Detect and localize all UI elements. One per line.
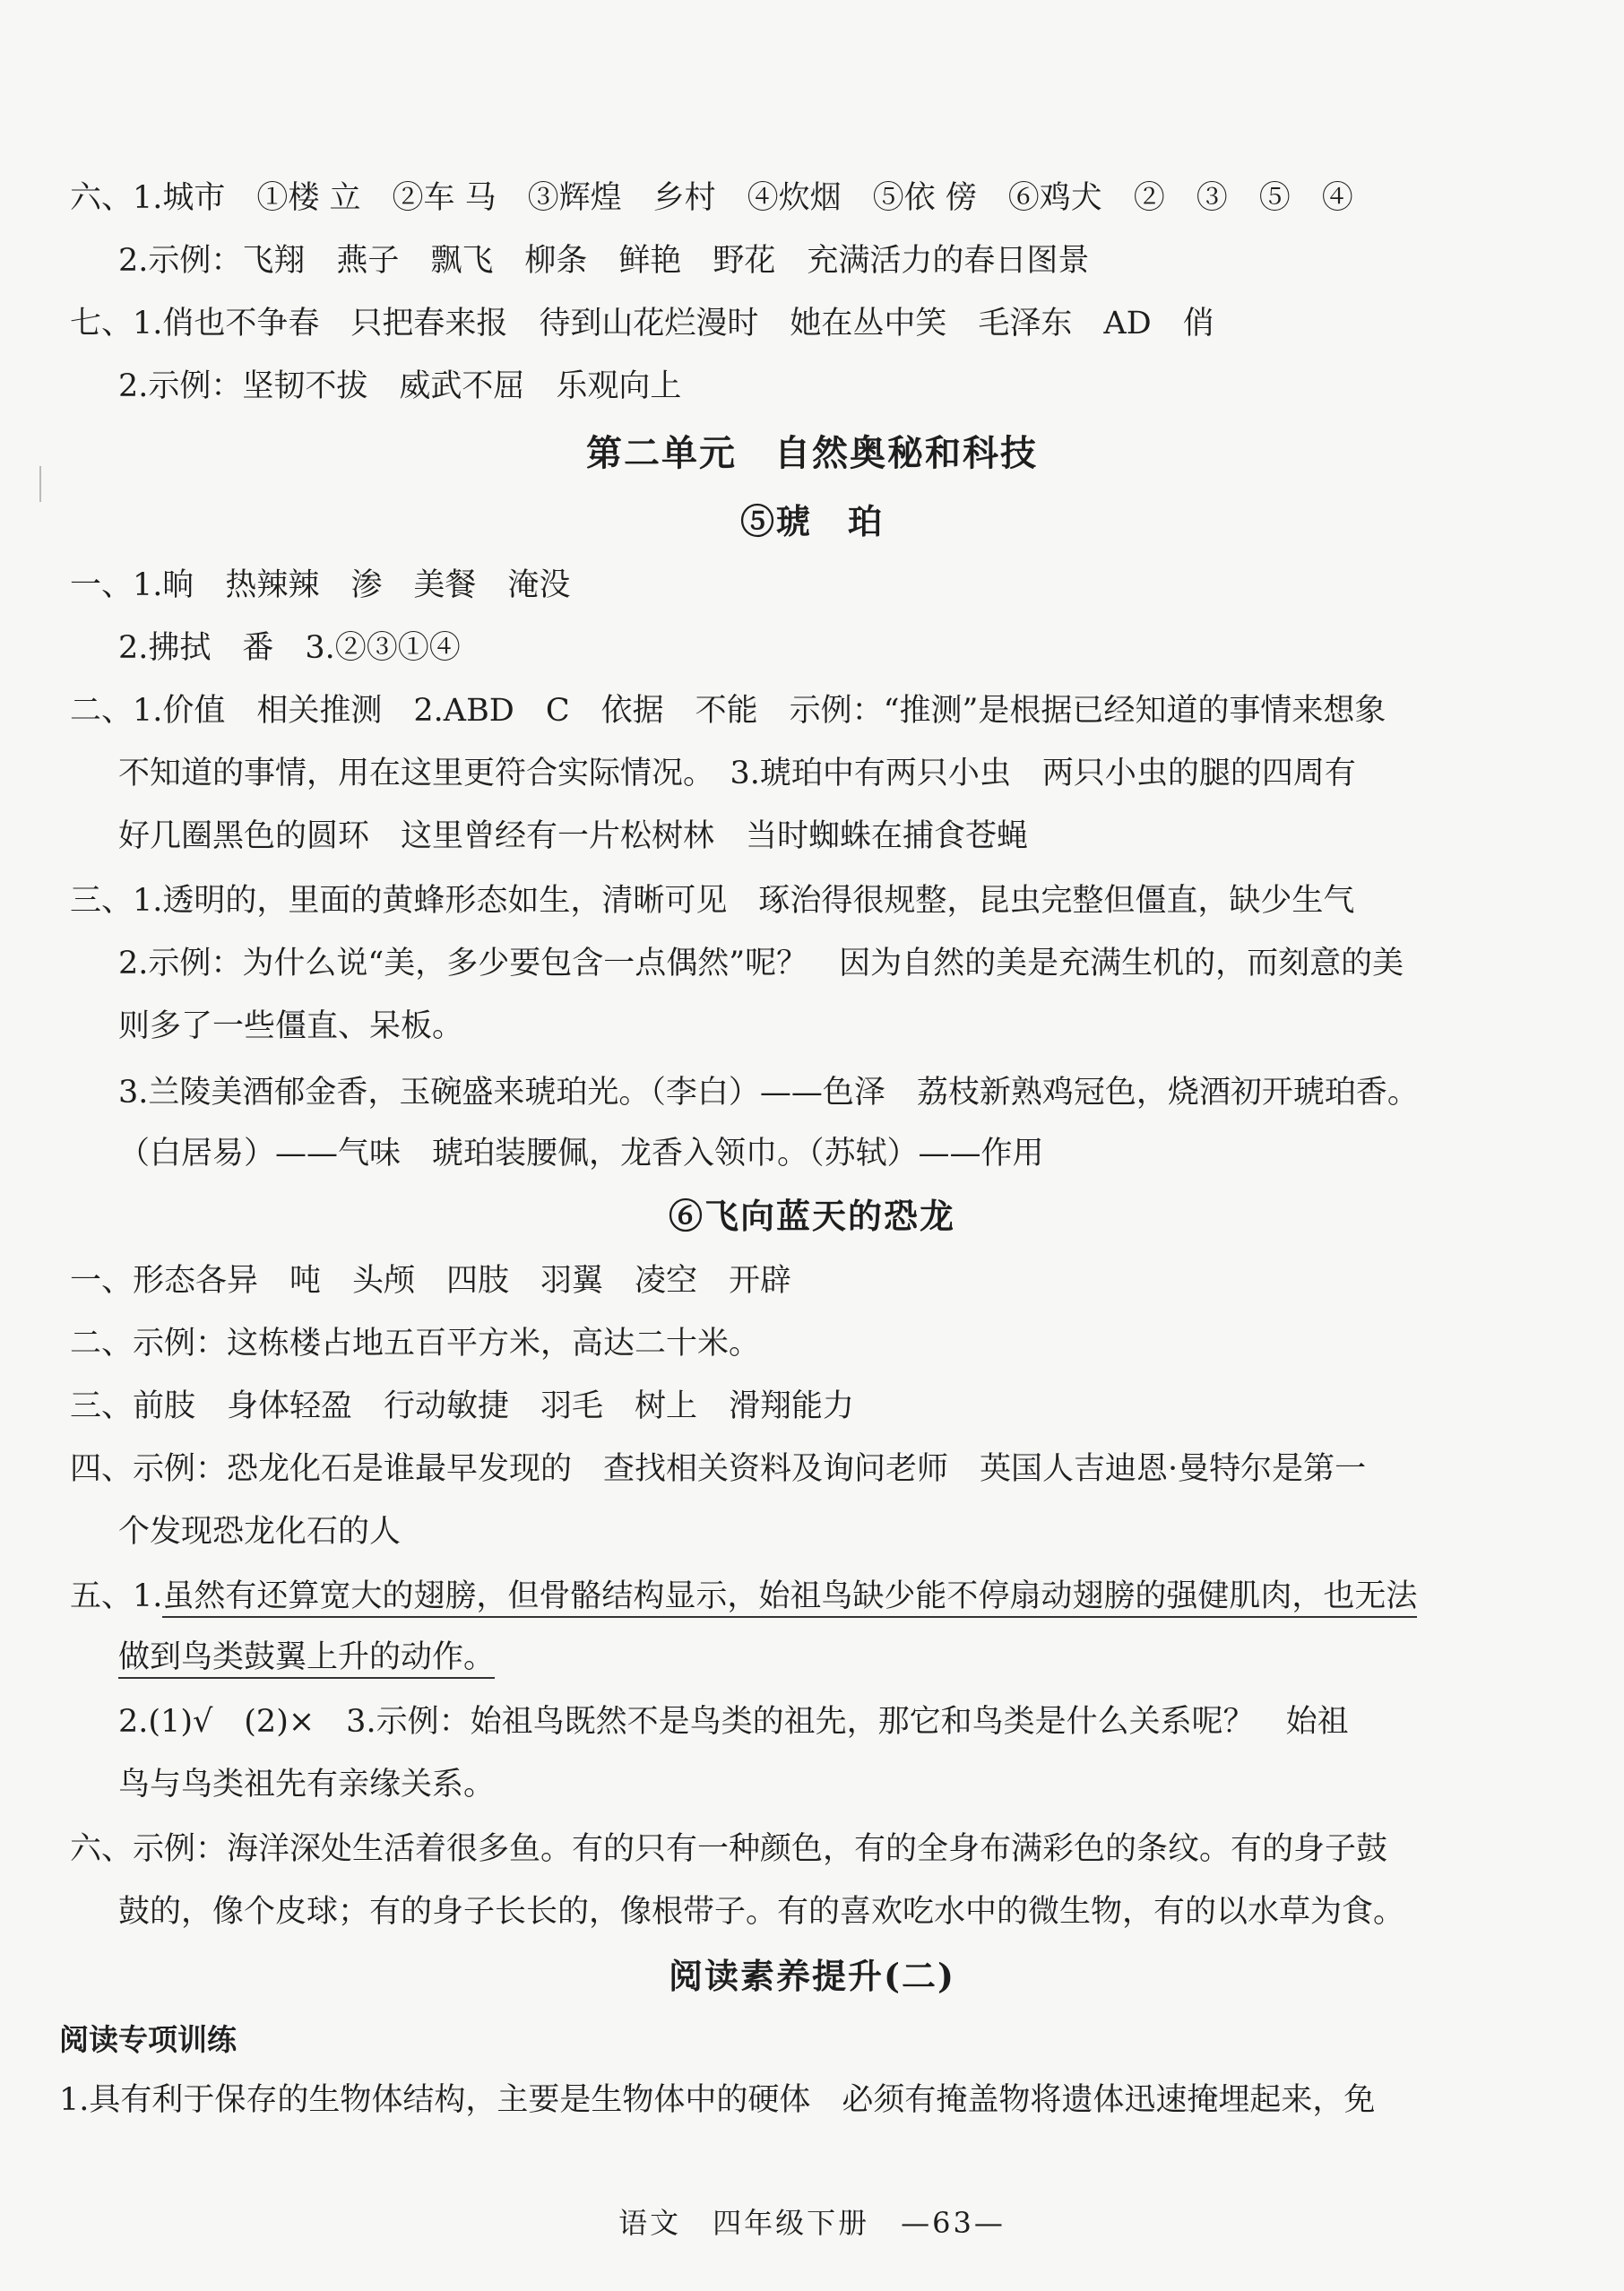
answer-line-l6-6-2: 鼓的，像个皮球；有的身子长长的，像根带子。有的喜欢吃水中的微生物，有的以水草为食。 — [118, 1894, 1405, 1930]
answer-line-l6-4-1: 四、示例：恐龙化石是谁最早发现的 查找相关资料及询问老师 英国人吉迪恩·曼特尔是第一 — [70, 1451, 1367, 1487]
answer-line-l6-1: 一、形态各异 吨 头颅 四肢 羽翼 凌空 开辟 — [70, 1263, 792, 1299]
answer-line-6-2: 2.示例：飞翔 燕子 飘飞 柳条 鲜艳 野花 充满活力的春日图景 — [118, 243, 1090, 279]
answer-line-l5-3-3: 则多了一些僵直、呆板。 — [118, 1008, 464, 1044]
reading-subtitle: 阅读专项训练 — [59, 2022, 237, 2057]
answer-line-l5-3-4: 3.兰陵美酒郁金香，玉碗盛来琥珀光。（李白）——色泽 荔枝新熟鸡冠色，烧酒初开琥珀香。 — [118, 1075, 1419, 1111]
answer-line-l6-3: 三、前肢 身体轻盈 行动敏捷 羽毛 树上 滑翔能力 — [70, 1388, 855, 1424]
answer-line-l5-2-1: 二、1.价值 相关推测 2.ABD C 依据 不能 示例：“推测”是根据已经知道的事情来想象 — [70, 693, 1386, 729]
answer-line-l6-5-1 — [70, 1576, 1417, 1617]
answer-line-6-1: 六、1.城市 ①楼 立 ②车 马 ③辉煌 乡村 ④炊烟 ⑤依 傍 ⑥鸡犬 ② ③ ⑤ ④ — [70, 180, 1353, 216]
answer-line-l6-2: 二、示例：这栋楼占地五百平方米，高达二十米。 — [70, 1326, 761, 1362]
answer-line-reading-1: 1.具有利于保存的生物体结构，主要是生物体中的硬体 必须有掩盖物将遗体迅速掩埋起来，免 — [59, 2082, 1376, 2118]
underlined-answer-cont: 做到鸟类鼓翼上升的动作。 — [118, 1639, 495, 1679]
answer-line-7-2: 2.示例：坚韧不拔 威武不屈 乐观向上 — [118, 368, 682, 404]
answer-prefix: 五、1. — [70, 1578, 163, 1614]
lesson-5-title: ⑤琥 珀 — [739, 501, 884, 541]
page-footer: 语文 四年级下册 —63— — [618, 2206, 1006, 2240]
answer-line-l5-3-1: 三、1.透明的，里面的黄蜂形态如生，清晰可见 琢治得很规整，昆虫完整但僵直，缺少生气 — [70, 883, 1355, 919]
answer-line-l5-2-2: 不知道的事情，用在这里更符合实际情况。 3.琥珀中有两只小虫 两只小虫的腿的四周有 — [118, 756, 1356, 791]
answer-line-l6-5-3: 2.(1)√ (2)× 3.示例：始祖鸟既然不是鸟类的祖先，那它和鸟类是什么关系呢？ 始祖 — [118, 1704, 1349, 1740]
answer-line-l6-5-2 — [118, 1637, 495, 1678]
answer-line-l6-4-2: 个发现恐龙化石的人 — [118, 1514, 402, 1550]
answer-line-l5-2-3: 好几圈黑色的圆环 这里曾经有一片松树林 当时蜘蛛在捕食苍蝇 — [118, 818, 1029, 854]
underlined-answer: 虽然有还算宽大的翅膀，但骨骼结构显示，始祖鸟缺少能不停扇动翅膀的强健肌肉，也无法 — [162, 1578, 1417, 1618]
lesson-6-title: ⑥飞向蓝天的恐龙 — [668, 1196, 955, 1236]
reading-section-title: 阅读素养提升(二) — [669, 1956, 955, 1996]
answer-line-l5-1-1: 一、1.晌 热辣辣 渗 美餐 淹没 — [70, 567, 571, 603]
answer-line-l6-6-1: 六、示例：海洋深处生活着很多鱼。有的只有一种颜色，有的全身布满彩色的条纹。有的身子鼓 — [70, 1831, 1388, 1867]
unit-title: 第二单元 自然奥秘和科技 — [586, 432, 1038, 474]
answer-line-7-1: 七、1.俏也不争春 只把春来报 待到山花烂漫时 她在丛中笑 毛泽东 AD 俏 — [70, 306, 1214, 341]
answer-line-l5-1-2: 2.拂拭 番 3.②③①④ — [118, 630, 461, 666]
answer-line-l5-3-5: （白居易）——气味 琥珀装腰佩，龙香入领巾。（苏轼）——作用 — [118, 1136, 1044, 1171]
answer-line-l6-5-4: 鸟与鸟类祖先有亲缘关系。 — [118, 1767, 496, 1803]
answer-line-l5-3-2: 2.示例：为什么说“美，多少要包含一点偶然”呢？ 因为自然的美是充满生机的，而刻意的美 — [118, 946, 1404, 981]
